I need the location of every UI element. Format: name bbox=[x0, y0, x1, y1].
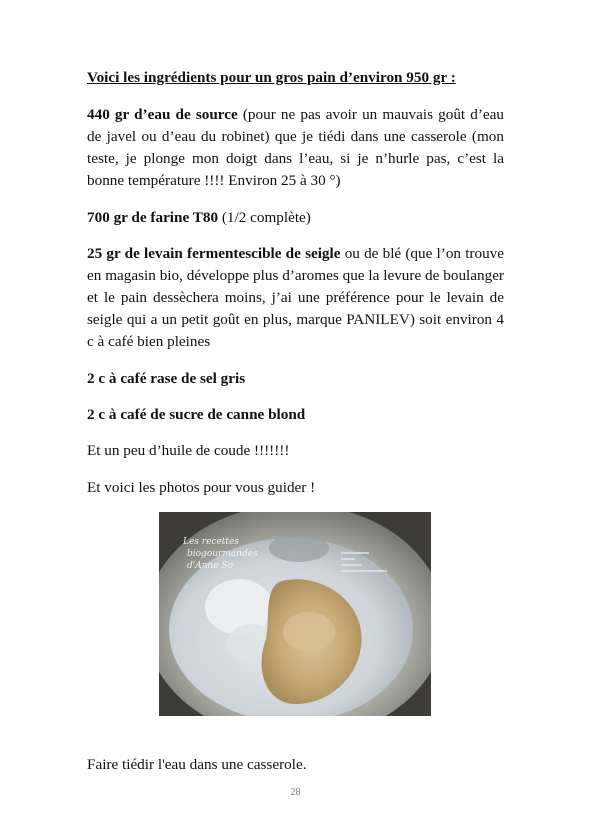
flour-note: (1/2 complète) bbox=[218, 209, 311, 226]
photo-caption: Faire tiédir l'eau dans une casserole. bbox=[87, 756, 307, 773]
flour-ingredient bbox=[87, 207, 504, 229]
ingredients-heading: Voici les ingrédients pour un gros pain d’environ 950 gr : bbox=[87, 69, 456, 86]
water-note: (pour ne pas avoir un mauvais goût d’eau de javel ou d’eau du robinet) que je tiédi dans une casserole (mon teste, je plonge mon doigt dans l’eau, si je n’hurle pas, c’est la bonne température !!!! Environ 25 à 30 °) bbox=[87, 106, 504, 189]
levain-note: ou de blé (que l’on trouve en magasin bio, développe plus d’aromes que la levure de boulanger et le pain dessèchera moins, j’ai une préférence pour le levain de seigle qui a un petit goût en plus, marque PANILEV) soit environ 4 c à café bien pleines bbox=[87, 245, 504, 350]
watermark-line-1: Les recettes bbox=[183, 537, 239, 547]
levain-quantity: 25 gr de levain fermentescible de seigle bbox=[87, 245, 341, 262]
elbow-grease-line: Et un peu d’huile de coude !!!!!!! bbox=[87, 442, 290, 459]
page-number: 28 bbox=[290, 787, 301, 798]
photos-intro: Et voici les photos pour vous guider ! bbox=[87, 479, 316, 496]
flour-bowl-illustration bbox=[159, 512, 431, 716]
water-quantity: 440 gr d’eau de source bbox=[87, 106, 238, 123]
levain-ingredient bbox=[87, 243, 504, 353]
watermark-line-2: biogourmandes bbox=[187, 549, 258, 559]
water-ingredient bbox=[87, 104, 504, 192]
sugar-ingredient: 2 c à café de sucre de canne blond bbox=[87, 406, 306, 423]
flour-quantity: 700 gr de farine T80 bbox=[87, 209, 219, 226]
salt-ingredient: 2 c à café rase de sel gris bbox=[87, 370, 246, 387]
watermark-line-3: d'Anne So bbox=[187, 561, 234, 571]
flour-bowl-photo bbox=[159, 512, 431, 716]
